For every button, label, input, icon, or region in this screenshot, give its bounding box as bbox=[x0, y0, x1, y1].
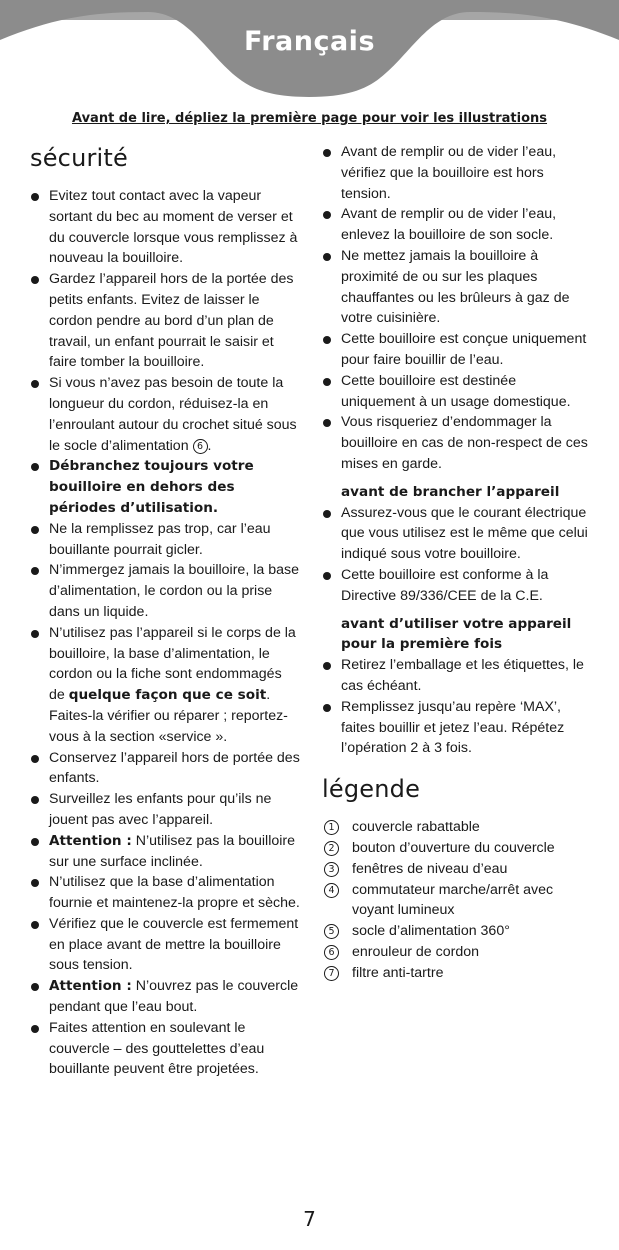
legend-item: 5 socle d’alimentation 360° bbox=[322, 921, 594, 942]
list-item: Vérifiez que le couvercle est fermement en place avant de mettre la bouilloire sous tension. bbox=[30, 914, 300, 976]
list-item: Cette bouilloire est conçue uniquement pour faire bouillir de l’eau. bbox=[322, 329, 594, 371]
legend-number: 2 bbox=[324, 841, 339, 856]
legend-item: 7 filtre anti-tartre bbox=[322, 963, 594, 984]
avant-utiliser-list bbox=[322, 655, 594, 759]
list-item: Attention : N’ouvrez pas le couvercle pendant que l’eau bout. bbox=[30, 976, 300, 1018]
right-column bbox=[322, 142, 594, 983]
list-item: Assurez-vous que le courant électrique que vous utilisez est le même que celui indiqué sous votre bouilloire. bbox=[322, 503, 594, 565]
subheading-avant-utiliser: avant d’utiliser votre appareil pour la première fois bbox=[341, 615, 572, 653]
legend-number: 4 bbox=[324, 883, 339, 898]
securite-list-continued bbox=[322, 142, 594, 475]
list-item: Cette bouilloire est destinée uniquement à un usage domestique. bbox=[322, 371, 594, 413]
legend-number: 6 bbox=[324, 945, 339, 960]
list-item: Avant de remplir ou de vider l’eau, vérifiez que la bouilloire est hors tension. bbox=[322, 142, 594, 204]
legend-number: 7 bbox=[324, 966, 339, 981]
ref-number-badge: 6 bbox=[193, 439, 208, 454]
list-item: Avant de remplir ou de vider l’eau, enlevez la bouilloire de son socle. bbox=[322, 204, 594, 246]
list-item: Ne la remplissez pas trop, car l’eau bouillante pourrait gicler. bbox=[30, 519, 300, 561]
legende-title: légende bbox=[322, 775, 421, 804]
avant-brancher-list bbox=[322, 503, 594, 607]
illustration-notice: Avant de lire, dépliez la première page pour voir les illustrations bbox=[71, 111, 548, 126]
list-item: Vous risqueriez d’endommager la bouilloire en cas de non-respect de ces mises en garde. bbox=[322, 412, 594, 474]
securite-list bbox=[30, 186, 300, 1080]
left-column bbox=[30, 142, 300, 1080]
list-item: Ne mettez jamais la bouilloire à proximité de ou sur les plaques chauffantes ou les brûleurs à gaz de votre cuisinière. bbox=[322, 246, 594, 329]
legend-number: 1 bbox=[324, 820, 339, 835]
legend-item: 6 enrouleur de cordon bbox=[322, 942, 594, 963]
list-item: Faites attention en soulevant le couvercle – des gouttelettes d’eau bouillante peuvent être projetées. bbox=[30, 1018, 300, 1080]
list-item: Gardez l’appareil hors de la portée des petits enfants. Evitez de laisser le cordon pendre au bord d’un plan de travail, un enfant pourrait le saisir et faire tomber la bouilloire. bbox=[30, 269, 300, 373]
list-item: Remplissez jusqu’au repère ‘MAX’, faites bouillir et jetez l’eau. Répétez l’opération 2 à 3 fois. bbox=[322, 697, 594, 759]
legend-item: 1 couvercle rabattable bbox=[322, 817, 594, 838]
header-band bbox=[0, 0, 619, 100]
list-item: Cette bouilloire est conforme à la Directive 89/336/CEE de la C.E. bbox=[322, 565, 594, 607]
list-item: N’utilisez que la base d’alimentation fournie et maintenez-la propre et sèche. bbox=[30, 872, 300, 914]
list-item: Evitez tout contact avec la vapeur sortant du bec au moment de verser et du couvercle lorsque vous remplissez à nouveau la bouilloire. bbox=[30, 186, 300, 269]
legend-number: 5 bbox=[324, 924, 339, 939]
legend-item: 2 bouton d’ouverture du couvercle bbox=[322, 838, 594, 859]
list-item: Si vous n’avez pas besoin de toute la longueur du cordon, réduisez-la en l’enroulant autour du crochet situé sous le socle d’alimentation 6 . bbox=[30, 373, 300, 456]
list-item: Conservez l’appareil hors de portée des enfants. bbox=[30, 748, 300, 790]
legend-number: 3 bbox=[324, 862, 339, 877]
legend-item: 4 commutateur marche/arrêt avec voyant lumineux bbox=[322, 880, 594, 922]
subheading-avant-brancher: avant de brancher l’appareil bbox=[341, 483, 560, 500]
list-item: Attention : N’utilisez pas la bouilloire sur une surface inclinée. bbox=[30, 831, 300, 873]
list-item: N’utilisez pas l’appareil si le corps de la bouilloire, la base d’alimentation, le cordon ou la fiche sont endommagés de quelque façon que ce soit. Faites-la vérifier ou réparer ; reportez-vous à la section «service ». bbox=[30, 623, 300, 748]
legend-item: 3 fenêtres de niveau d’eau bbox=[322, 859, 594, 880]
language-title: Français bbox=[243, 26, 376, 57]
securite-title: sécurité bbox=[30, 144, 128, 172]
list-item: N’immergez jamais la bouilloire, la base d’alimentation, le cordon ou la prise dans un liquide. bbox=[30, 560, 300, 622]
list-item: Débranchez toujours votre bouilloire en dehors des périodes d’utilisation. bbox=[30, 456, 300, 518]
list-item: Surveillez les enfants pour qu’ils ne jouent pas avec l’appareil. bbox=[30, 789, 300, 831]
list-item: Retirez l’emballage et les étiquettes, le cas échéant. bbox=[322, 655, 594, 697]
page-number: 7 bbox=[303, 1207, 316, 1231]
legende-list bbox=[322, 817, 594, 983]
